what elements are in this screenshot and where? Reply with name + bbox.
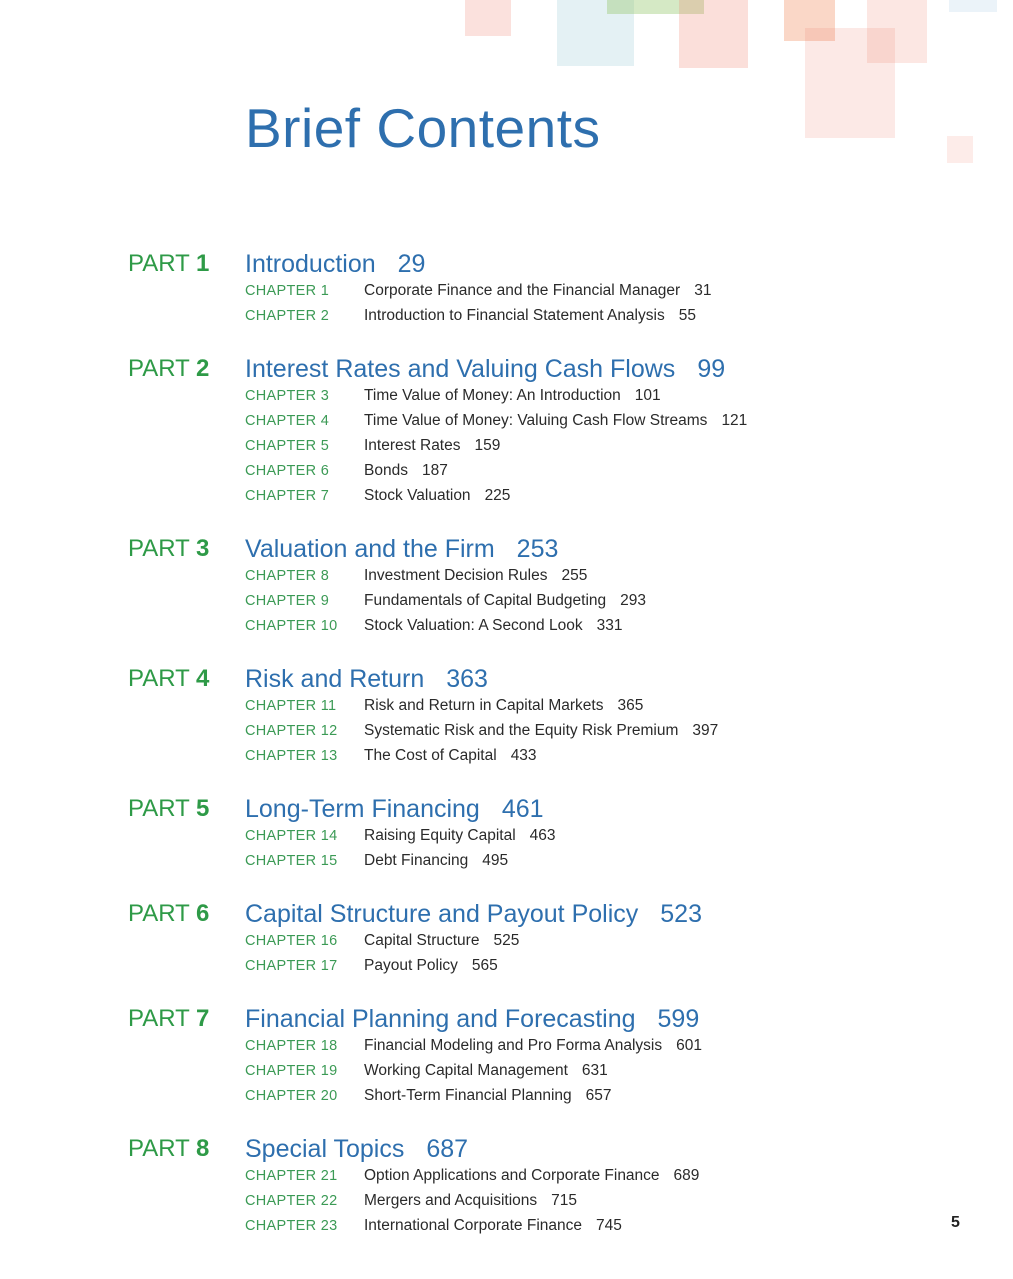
chapter-entry[interactable]	[245, 928, 519, 953]
part-title[interactable]: Introduction 29	[245, 250, 426, 278]
chapter-entry[interactable]	[245, 1083, 702, 1108]
chapter-title: Mergers and Acquisitions	[364, 1192, 538, 1209]
chapter-page-number: 495	[482, 852, 509, 869]
chapter-entry[interactable]	[245, 613, 646, 638]
part-label: PART 7	[128, 1005, 210, 1032]
chapter-label: CHAPTER 22	[245, 1193, 338, 1209]
chapter-list	[245, 383, 747, 508]
chapter-page-number: 397	[692, 722, 719, 739]
chapter-list	[245, 928, 519, 978]
chapter-entry[interactable]	[245, 563, 646, 588]
chapter-title: Capital Structure	[364, 932, 480, 949]
chapter-entry[interactable]	[245, 483, 747, 508]
chapter-page-number: 55	[678, 307, 696, 324]
chapter-page-number: 293	[620, 592, 647, 609]
chapter-title: International Corporate Finance	[364, 1217, 582, 1234]
part-label: PART 8	[128, 1135, 210, 1162]
part-title[interactable]: Capital Structure and Payout Policy 523	[245, 900, 702, 928]
chapter-label: CHAPTER 12	[245, 723, 338, 739]
part-page-number: 363	[446, 665, 488, 693]
decorative-square	[465, 0, 511, 36]
chapter-entry[interactable]	[245, 693, 718, 718]
chapter-page-number: 631	[581, 1062, 608, 1079]
chapter-entry[interactable]	[245, 718, 718, 743]
part-page-number: 99	[697, 355, 726, 383]
chapter-page-number: 565	[471, 957, 498, 974]
chapter-entry[interactable]	[245, 278, 711, 303]
chapter-entry[interactable]	[245, 1213, 699, 1238]
chapter-title: Corporate Finance and the Financial Manager	[364, 282, 681, 299]
chapter-title: Time Value of Money: An Introduction	[364, 387, 621, 404]
chapter-page-number: 225	[484, 487, 511, 504]
chapter-list	[245, 1163, 699, 1238]
chapter-list	[245, 1033, 702, 1108]
part-page-number: 599	[657, 1005, 700, 1033]
part-title[interactable]: Interest Rates and Valuing Cash Flows 99	[245, 355, 726, 383]
chapter-title: Payout Policy	[364, 957, 458, 974]
chapter-label: CHAPTER 5	[245, 438, 330, 454]
chapter-entry[interactable]	[245, 823, 556, 848]
chapter-label: CHAPTER 6	[245, 463, 330, 479]
page-title: Brief Contents	[245, 97, 601, 159]
chapter-entry[interactable]	[245, 383, 747, 408]
chapter-title: Financial Modeling and Pro Forma Analysis	[364, 1037, 663, 1054]
chapter-label: CHAPTER 19	[245, 1063, 338, 1079]
decorative-square	[867, 0, 927, 63]
chapter-title: Stock Valuation: A Second Look	[364, 617, 583, 634]
chapter-label: CHAPTER 7	[245, 488, 330, 504]
chapter-label: CHAPTER 21	[245, 1168, 338, 1184]
chapter-list	[245, 823, 556, 873]
page-number: 5	[951, 1214, 960, 1231]
chapter-page-number: 365	[617, 697, 644, 714]
chapter-title: Risk and Return in Capital Markets	[364, 697, 604, 714]
chapter-label: CHAPTER 14	[245, 828, 338, 844]
chapter-label: CHAPTER 11	[245, 698, 337, 714]
chapter-label: CHAPTER 2	[245, 308, 330, 324]
chapter-page-number: 463	[529, 827, 556, 844]
chapter-title: Bonds	[364, 462, 408, 479]
chapter-title: Short-Term Financial Planning	[364, 1087, 572, 1104]
part-page-number: 687	[426, 1135, 469, 1163]
chapter-entry[interactable]	[245, 1188, 699, 1213]
chapter-entry[interactable]	[245, 1033, 702, 1058]
chapter-title: Working Capital Management	[364, 1062, 568, 1079]
chapter-page-number: 331	[596, 617, 623, 634]
chapter-title: Introduction to Financial Statement Analysis	[364, 307, 665, 324]
chapter-label: CHAPTER 16	[245, 933, 338, 949]
chapter-title: Interest Rates	[364, 437, 461, 454]
chapter-entry[interactable]	[245, 458, 747, 483]
chapter-page-number: 101	[634, 387, 661, 404]
part-page-number: 29	[397, 250, 426, 278]
decorative-square	[949, 0, 997, 12]
chapter-label: CHAPTER 1	[245, 283, 330, 299]
chapter-label: CHAPTER 18	[245, 1038, 338, 1054]
part-title[interactable]: Special Topics 687	[245, 1135, 469, 1163]
chapter-label: CHAPTER 17	[245, 958, 338, 974]
chapter-page-number: 31	[694, 282, 712, 299]
decorative-square	[947, 136, 973, 163]
chapter-page-number: 433	[510, 747, 537, 764]
chapter-title: Stock Valuation	[364, 487, 471, 504]
part-page-number: 253	[516, 535, 559, 563]
part-label: PART 2	[128, 355, 210, 382]
chapter-label: CHAPTER 8	[245, 568, 330, 584]
chapter-title: Raising Equity Capital	[364, 827, 516, 844]
chapter-title: Systematic Risk and the Equity Risk Premium	[364, 722, 679, 739]
part-page-number: 523	[660, 900, 702, 928]
chapter-list	[245, 693, 718, 768]
chapter-label: CHAPTER 13	[245, 748, 338, 764]
chapter-page-number: 715	[551, 1192, 578, 1209]
chapter-label: CHAPTER 10	[245, 618, 338, 634]
chapter-list	[245, 563, 646, 638]
chapter-title: Time Value of Money: Valuing Cash Flow Streams	[364, 412, 708, 429]
chapter-entry[interactable]	[245, 953, 519, 978]
chapter-label: CHAPTER 3	[245, 388, 330, 404]
chapter-page-number: 657	[585, 1087, 612, 1104]
chapter-label: CHAPTER 9	[245, 593, 330, 609]
chapter-title: Debt Financing	[364, 852, 469, 869]
decorative-square	[679, 0, 748, 68]
chapter-title: Investment Decision Rules	[364, 567, 548, 584]
chapter-entry[interactable]	[245, 848, 556, 873]
chapter-entry[interactable]	[245, 303, 711, 328]
part-page-number: 461	[501, 795, 544, 823]
chapter-entry[interactable]	[245, 433, 747, 458]
part-title[interactable]: Valuation and the Firm 253	[245, 535, 559, 563]
chapter-entry[interactable]	[245, 588, 646, 613]
part-title[interactable]: Risk and Return 363	[245, 665, 488, 693]
part-label: PART 6	[128, 900, 210, 927]
chapter-label: CHAPTER 23	[245, 1218, 338, 1234]
part-title[interactable]: Financial Planning and Forecasting 599	[245, 1005, 700, 1033]
chapter-page-number: 525	[493, 932, 520, 949]
chapter-entry[interactable]	[245, 1163, 699, 1188]
chapter-label: CHAPTER 20	[245, 1088, 338, 1104]
chapter-title: The Cost of Capital	[364, 747, 497, 764]
chapter-entry[interactable]	[245, 1058, 702, 1083]
part-label: PART 5	[128, 795, 210, 822]
part-label: PART 3	[128, 535, 210, 562]
chapter-title: Option Applications and Corporate Finance	[364, 1167, 660, 1184]
part-title[interactable]: Long-Term Financing 461	[245, 795, 544, 823]
chapter-label: CHAPTER 4	[245, 413, 330, 429]
chapter-page-number: 255	[561, 567, 588, 584]
chapter-page-number: 601	[676, 1037, 702, 1054]
part-label: PART 1	[128, 250, 210, 277]
chapter-label: CHAPTER 15	[245, 853, 338, 869]
part-label: PART 4	[128, 665, 210, 692]
chapter-list	[245, 278, 711, 328]
chapter-title: Fundamentals of Capital Budgeting	[364, 592, 607, 609]
chapter-page-number: 689	[673, 1167, 700, 1184]
chapter-entry[interactable]	[245, 408, 747, 433]
chapter-entry[interactable]	[245, 743, 718, 768]
chapter-page-number: 187	[421, 462, 448, 479]
chapter-page-number: 745	[596, 1217, 622, 1234]
chapter-page-number: 159	[474, 437, 501, 454]
chapter-page-number: 121	[721, 412, 748, 429]
